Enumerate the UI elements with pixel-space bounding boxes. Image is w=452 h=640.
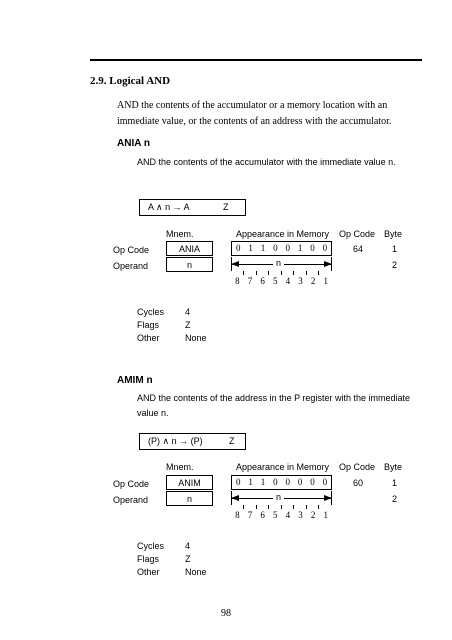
bit-number: 5 bbox=[272, 276, 278, 286]
bit-pattern bbox=[231, 241, 332, 256]
operand-n-label: n bbox=[273, 492, 284, 502]
operand-n-label: n bbox=[273, 258, 284, 268]
header-rule bbox=[90, 59, 422, 61]
col-header-appearance: Appearance in Memory bbox=[236, 462, 330, 472]
bit-value: 0 bbox=[310, 477, 315, 487]
bit-value: 0 bbox=[273, 477, 278, 487]
bit-value: 1 bbox=[248, 243, 253, 253]
operand-mnemonic-value: n bbox=[186, 494, 192, 504]
instruction-title: AMIM n bbox=[117, 375, 153, 386]
bit-number: 7 bbox=[247, 276, 253, 286]
bit-number: 1 bbox=[323, 276, 328, 286]
cycles-label: Cycles bbox=[137, 541, 165, 551]
bit-value: 0 bbox=[322, 243, 328, 253]
col-header-opcode: Op Code bbox=[339, 462, 376, 472]
flags-label: Flags bbox=[137, 554, 160, 564]
bit-number: 8 bbox=[235, 510, 240, 520]
bit-numbers bbox=[231, 509, 332, 524]
operand-range-arrow bbox=[231, 257, 332, 271]
row-label-opcode: Op Code bbox=[113, 245, 150, 255]
section-title: 2.9. Logical AND bbox=[90, 75, 171, 87]
cycles-value: 4 bbox=[185, 541, 191, 551]
page-number: 98 bbox=[221, 608, 231, 619]
mnemonic-value: ANIM bbox=[178, 478, 201, 488]
mnemonic-value: ANIA bbox=[178, 244, 200, 254]
formula-text: A ∧ n → A bbox=[148, 202, 190, 212]
other-label: Other bbox=[137, 567, 160, 577]
bit-value: 0 bbox=[285, 477, 290, 487]
row-label-operand: Operand bbox=[113, 261, 149, 271]
formula-text: (P) ∧ n → (P) bbox=[148, 436, 203, 446]
byte-value: 2 bbox=[392, 260, 398, 270]
cycles-value: 4 bbox=[185, 307, 191, 317]
row-label-opcode: Op Code bbox=[113, 479, 150, 489]
flags-value: Z bbox=[185, 554, 191, 564]
other-value: None bbox=[185, 567, 207, 577]
bit-value: 0 bbox=[273, 243, 278, 253]
bit-number: 8 bbox=[235, 276, 240, 286]
bit-value: 0 bbox=[235, 477, 241, 487]
bit-value: 1 bbox=[248, 477, 253, 487]
cycles-label: Cycles bbox=[137, 307, 165, 317]
flags-value: Z bbox=[185, 320, 191, 330]
bit-number: 1 bbox=[323, 510, 328, 520]
bit-number: 2 bbox=[310, 276, 316, 286]
bit-value: 1 bbox=[297, 243, 303, 253]
bit-number: 5 bbox=[272, 510, 278, 520]
bit-number: 6 bbox=[260, 510, 265, 520]
instruction-description: AND the contents of the accumulator with the immediate value n. bbox=[137, 157, 396, 167]
col-header-mnem: Mnem. bbox=[166, 229, 194, 239]
bit-numbers bbox=[231, 275, 332, 290]
bit-value: 0 bbox=[297, 477, 303, 487]
bit-number: 4 bbox=[285, 276, 291, 286]
bit-number: 3 bbox=[298, 510, 303, 520]
byte-value: 1 bbox=[392, 478, 398, 488]
instruction-description: AND the contents of the address in the P register with the immediate value n. bbox=[137, 393, 410, 418]
bit-value: 0 bbox=[310, 243, 315, 253]
bit-value: 0 bbox=[285, 243, 290, 253]
col-header-byte: Byte bbox=[384, 462, 403, 472]
byte-value: 2 bbox=[392, 494, 398, 504]
bit-number: 4 bbox=[285, 510, 291, 520]
bit-number: 7 bbox=[247, 510, 253, 520]
formula-flag: Z bbox=[223, 202, 229, 212]
bit-value: 0 bbox=[235, 243, 241, 253]
instruction-title: ANIA n bbox=[117, 138, 150, 149]
byte-value: 1 bbox=[392, 244, 398, 254]
operand-range-arrow bbox=[231, 491, 332, 505]
col-header-opcode: Op Code bbox=[339, 229, 376, 239]
bit-number: 3 bbox=[298, 276, 303, 286]
bit-value: 0 bbox=[322, 477, 328, 487]
bit-number: 2 bbox=[310, 510, 316, 520]
operand-mnemonic-value: n bbox=[186, 260, 192, 270]
flags-label: Flags bbox=[137, 320, 160, 330]
formula-flag: Z bbox=[229, 436, 235, 446]
opcode-value: 60 bbox=[353, 478, 364, 488]
bit-value: 1 bbox=[260, 477, 266, 487]
section-intro: AND the contents of the accumulator or a memory location with an immediate value, or the contents of an address with the accumulator. bbox=[117, 100, 392, 127]
row-label-operand: Operand bbox=[113, 495, 149, 505]
col-header-byte: Byte bbox=[384, 229, 403, 239]
col-header-appearance: Appearance in Memory bbox=[236, 229, 330, 239]
other-label: Other bbox=[137, 333, 160, 343]
opcode-value: 64 bbox=[353, 244, 364, 254]
bit-number: 6 bbox=[260, 276, 265, 286]
bit-value: 1 bbox=[260, 243, 266, 253]
bit-pattern bbox=[231, 475, 332, 490]
other-value: None bbox=[185, 333, 207, 343]
col-header-mnem: Mnem. bbox=[166, 462, 194, 472]
